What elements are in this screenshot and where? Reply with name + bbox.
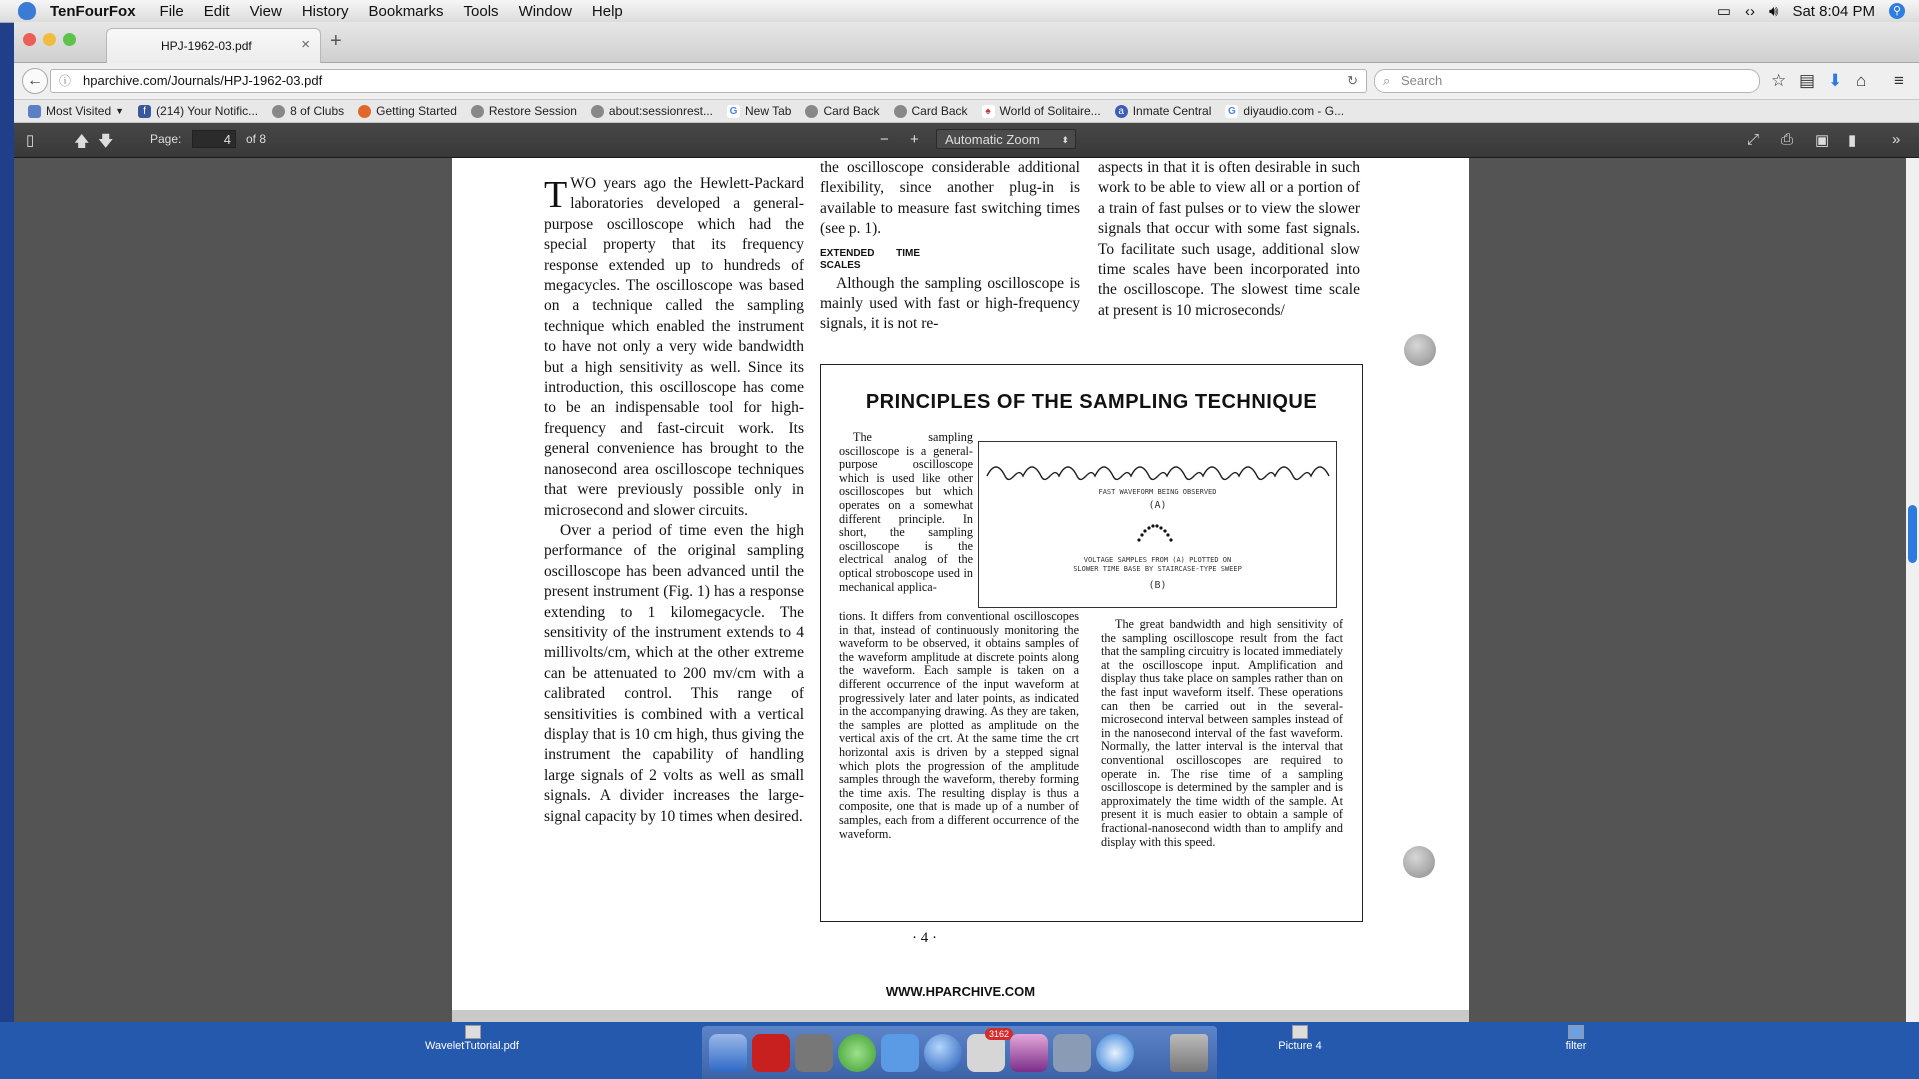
menu-help[interactable]: Help bbox=[591, 2, 623, 20]
column-right bbox=[1098, 158, 1360, 321]
zoom-window-button[interactable] bbox=[63, 33, 76, 46]
search-icon: ⌕ bbox=[1383, 73, 1391, 88]
zoom-value: Automatic Zoom bbox=[945, 132, 1040, 147]
menu-bookmarks[interactable]: Bookmarks bbox=[368, 2, 444, 20]
page-total: of 8 bbox=[246, 132, 267, 146]
home-icon[interactable]: ⌂ bbox=[1856, 71, 1867, 90]
menu-history[interactable]: History bbox=[301, 2, 349, 20]
paragraph-intro: TWO years ago the Hewlett-Packard laboratories developed a general-purpose oscilloscope which had the special property that its frequency response extended up to hundreds of megacycles. The oscilloscope was based on a technique called the sampling technique which enabled the instrument to have not only a very wide bandwidth but a high sensitivity as well. Since its introduction, this oscilloscope has come to be an indispensable tool for high-frequency and fast-circuit work. Its general convenience has brought to the nanosecond area oscilloscope techniques that were previously possible only in microsecond and slower circuits. bbox=[544, 174, 804, 519]
bookmark-about-sessionrestore[interactable]: about:sessionrest... bbox=[591, 104, 713, 118]
back-button[interactable]: ← bbox=[22, 68, 48, 94]
paragraph-time-scales: Although the sampling oscilloscope is mainly used with fast or high-frequency signals, it is not re- bbox=[820, 274, 1080, 333]
photo-booth-icon[interactable] bbox=[1010, 1034, 1048, 1072]
sidebar-box bbox=[820, 364, 1363, 922]
sampling-figure bbox=[978, 441, 1337, 608]
folder-icon bbox=[28, 105, 41, 118]
google-icon: G bbox=[1225, 105, 1238, 118]
archive-utility-icon[interactable] bbox=[795, 1034, 833, 1072]
info-icon[interactable]: ⓘ bbox=[59, 74, 72, 88]
code-icon[interactable]: ‹› bbox=[1745, 2, 1755, 20]
document-thumbnail-icon bbox=[465, 1025, 481, 1039]
globe-icon bbox=[894, 105, 907, 118]
mail-icon[interactable] bbox=[967, 1029, 1009, 1072]
binder-hole-top bbox=[1404, 334, 1436, 366]
finder-icon[interactable] bbox=[709, 1034, 747, 1072]
bookmark-page-icon[interactable]: ▮ bbox=[1848, 132, 1857, 149]
globe-icon bbox=[805, 105, 818, 118]
scrollbar-track[interactable] bbox=[1906, 158, 1919, 1022]
hamburger-menu-icon[interactable]: ≡ bbox=[1894, 71, 1904, 90]
figure-tag-a: (A) bbox=[1148, 500, 1167, 511]
figure-label-a: FAST WAVEFORM BEING OBSERVED bbox=[1098, 488, 1217, 496]
menu-edit[interactable]: Edit bbox=[203, 2, 230, 20]
presentation-mode-icon[interactable]: ⤢ bbox=[1747, 131, 1760, 148]
website-footer: WWW.HPARCHIVE.COM bbox=[885, 984, 1036, 999]
column-middle bbox=[820, 158, 1080, 335]
reload-icon[interactable]: ↻ bbox=[1347, 73, 1358, 88]
page-number: · 4 · bbox=[912, 930, 937, 946]
bookmark-most-visited[interactable]: Most Visited ▼ bbox=[28, 104, 124, 118]
page-edge bbox=[452, 1010, 1469, 1022]
bookmark-getting-started[interactable]: Getting Started bbox=[358, 104, 457, 118]
preview-icon[interactable] bbox=[1053, 1034, 1091, 1072]
page-label: Page: bbox=[150, 132, 182, 146]
display-icon[interactable]: ▭ bbox=[1716, 3, 1731, 20]
mail-badge: 3162 bbox=[985, 1028, 1013, 1040]
menu-tools[interactable]: Tools bbox=[463, 2, 499, 20]
chevron-updown-icon: ⬍ bbox=[1061, 135, 1069, 145]
figure-tag-b: (B) bbox=[1148, 580, 1167, 591]
bookmark-diyaudio[interactable]: G diyaudio.com - G... bbox=[1225, 104, 1344, 118]
bookmark-facebook[interactable]: f (214) Your Notific... bbox=[138, 104, 258, 118]
section-heading: EXTENDED TIME SCALES bbox=[820, 247, 920, 271]
apple-menu-icon[interactable] bbox=[18, 2, 36, 20]
pdf-toolbar bbox=[14, 123, 1919, 158]
bookmark-8-of-clubs[interactable]: 8 of Clubs bbox=[272, 104, 344, 118]
figure-label-b-line1: VOLTAGE SAMPLES FROM (A) PLOTTED ON bbox=[1083, 556, 1232, 564]
bookmark-star-icon[interactable]: ☆ bbox=[1771, 71, 1787, 90]
bookmark-inmate-central[interactable]: a Inmate Central bbox=[1115, 104, 1212, 118]
pdf-page bbox=[452, 158, 1469, 1022]
page-number-input[interactable]: 4 bbox=[192, 130, 236, 148]
new-tab-button[interactable]: + bbox=[330, 30, 342, 52]
bookmark-restore-session[interactable]: Restore Session bbox=[471, 104, 577, 118]
menu-window[interactable]: Window bbox=[518, 2, 572, 20]
zoom-in-icon[interactable]: + bbox=[910, 131, 919, 148]
bookmark-card-back-1[interactable]: Card Back bbox=[805, 104, 879, 118]
close-window-button[interactable] bbox=[23, 33, 36, 46]
zoom-select[interactable] bbox=[936, 129, 1076, 149]
box-text-bottom-left: tions. It differs from conventional oscilloscopes in that, instead of continuously monitoring the waveform to be observed, it obtains samples of the waveform amplitude at discrete points along the waveform. Each sample is taken on a different occurrence of the input waveform at progressively later and later points, as indicated in the accompanying drawing. As they are taken, the samples are plotted as amplitude on the vertical axis of the crt. At the same time the crt horizontal axis is driven by a stepped signal which plots the progression of the amplitude samples through the waveform, thereby forming the time axis. The resulting display is thus a composite, one that is made up of a number of samples, each from a different occurrence of the waveform. bbox=[839, 609, 1079, 841]
url-text: hparchive.com/Journals/HPJ-1962-03.pdf bbox=[83, 73, 323, 88]
a-icon: a bbox=[1115, 105, 1128, 118]
menu-bar bbox=[0, 0, 1919, 23]
minimize-window-button[interactable] bbox=[43, 33, 56, 46]
facebook-icon: f bbox=[138, 105, 151, 118]
bookmarks-toolbar bbox=[14, 100, 1919, 123]
column-left bbox=[544, 174, 804, 827]
paragraph-aspects: aspects in that it is often desirable in such work to be able to view all or a portion of a train of fast pulses or to view the slower signals that occur with some fast signals. To facilitate such usage, additional slow time scales have been incorporated into the oscilloscope. The slowest time scale at present is 10 microseconds/ bbox=[1098, 159, 1360, 319]
url-bar[interactable] bbox=[50, 69, 1367, 93]
menu-extras bbox=[1717, 0, 1905, 22]
google-icon: G bbox=[727, 105, 740, 118]
word-processor-icon[interactable] bbox=[881, 1034, 919, 1072]
chevron-down-icon: ▼ bbox=[115, 106, 125, 116]
print-icon[interactable]: ⎙ bbox=[1781, 131, 1794, 148]
cards-icon: ♠ bbox=[982, 105, 995, 118]
itunes-icon[interactable] bbox=[838, 1034, 876, 1072]
search-input[interactable] bbox=[1374, 69, 1760, 93]
paragraph-performance: Over a period of time even the high performance of the original sampling oscilloscope has been advanced until the present instrument (Fig. 1) has a response extending to 1 kilomegacycle. The sensitivity of the instrument extends to 4 millivolts/cm, which at the other extreme can be attenuated to 200 mv/cm with a calibrated control. This range of sensitivities is combined with a vertical display that is 10 cm high, thus giving the instrument the capability of handling large signals of 2 volts as well as small signals. A divider increases the large-signal capacity by 10 times when desired. bbox=[544, 521, 804, 825]
trash-icon[interactable] bbox=[1170, 1034, 1208, 1072]
save-icon[interactable]: ▣ bbox=[1815, 132, 1830, 149]
folder-thumbnail-icon bbox=[1568, 1025, 1584, 1039]
search-placeholder: Search bbox=[1401, 73, 1443, 88]
close-tab-icon[interactable]: × bbox=[301, 36, 310, 53]
firefox-icon bbox=[358, 105, 371, 118]
navigation-bar bbox=[14, 63, 1919, 100]
app-menu[interactable]: TenFourFox bbox=[50, 2, 136, 20]
tab-bar bbox=[14, 22, 1919, 63]
globe-icon bbox=[272, 105, 285, 118]
previous-page-icon[interactable]: 🡅 bbox=[74, 133, 90, 150]
download-icon[interactable]: ⬇ bbox=[1828, 71, 1843, 90]
more-tools-icon[interactable]: » bbox=[1892, 131, 1901, 148]
bookmark-new-tab[interactable]: G New Tab bbox=[727, 104, 791, 118]
box-title: PRINCIPLES OF THE SAMPLING TECHNIQUE bbox=[865, 391, 1318, 413]
paragraph-flexibility: the oscilloscope considerable additional flexibility, since another plug-in is available to measure fast switching times (see p. 1). bbox=[820, 159, 1080, 238]
acrobat-icon[interactable] bbox=[752, 1034, 790, 1072]
spotlight-icon[interactable]: ⚲ bbox=[1889, 3, 1905, 19]
zoom-out-icon[interactable]: − bbox=[880, 131, 889, 148]
clock[interactable]: Sat 8:04 PM bbox=[1792, 2, 1875, 20]
tab-title: HPJ-1962-03.pdf bbox=[161, 39, 252, 53]
globe-icon bbox=[471, 105, 484, 118]
menu-view[interactable]: View bbox=[249, 2, 282, 20]
figure-label-b-line2: SLOWER TIME BASE BY STAIRCASE-TYPE SWEEP bbox=[1073, 565, 1242, 573]
desktop-folder-filter[interactable]: filter bbox=[1565, 1040, 1587, 1052]
drop-cap: T bbox=[544, 174, 568, 216]
browser-globe-icon[interactable] bbox=[924, 1034, 962, 1072]
desktop-file-wavelet[interactable]: WaveletTutorial.pdf bbox=[425, 1040, 519, 1052]
safari-icon[interactable] bbox=[1096, 1034, 1134, 1072]
box-text-right: The great bandwidth and high sensitivity of the sampling oscilloscope result from the fact that the sampling circuitry is located immediately at the oscilloscope input. Amplification and display thus take place on samples rather than on the fast input waveform itself. These operations can then be carried out in the several-microsecond interval between samples instead of in the nanosecond interval of the fast waveform. Normally, the latter interval is the interval that conventional oscilloscopes are required to operate in. The rise time of a sampling oscilloscope is determined by the sampler and is approximately the time width of the sample. At present it is much easier to obtain a sample of fractional-nanosecond width than to amplify and display with this speed. bbox=[1101, 617, 1343, 849]
binder-hole-bottom bbox=[1403, 846, 1435, 878]
sidebar-toggle-icon[interactable]: ▯ bbox=[26, 132, 35, 149]
scrollbar-thumb[interactable] bbox=[1908, 505, 1917, 563]
bookmark-card-back-2[interactable]: Card Back bbox=[894, 104, 968, 118]
box-text-top-left: The sampling oscilloscope is a general-purpose oscilloscope which is used like other oscilloscopes but which operates on a somewhat different principle. In short, the sampling oscilloscope is the electrical analog of the optical stroboscope used in mechanical applica- bbox=[839, 430, 973, 594]
sample-dots bbox=[1137, 524, 1172, 541]
tab-hpj-pdf[interactable] bbox=[106, 28, 321, 63]
menu-file[interactable]: File bbox=[159, 2, 184, 20]
globe-icon bbox=[591, 105, 604, 118]
reading-list-icon[interactable]: ▤ bbox=[1799, 71, 1816, 90]
fast-waveform bbox=[987, 467, 1329, 479]
bookmark-world-of-solitaire[interactable]: ♠ World of Solitaire... bbox=[982, 104, 1101, 118]
picture-thumbnail-icon bbox=[1292, 1025, 1308, 1039]
desktop-file-picture-4[interactable]: Picture 4 bbox=[1278, 1040, 1322, 1052]
next-page-icon[interactable]: 🡇 bbox=[98, 133, 114, 150]
volume-icon[interactable]: 🔊︎ bbox=[1769, 2, 1779, 20]
